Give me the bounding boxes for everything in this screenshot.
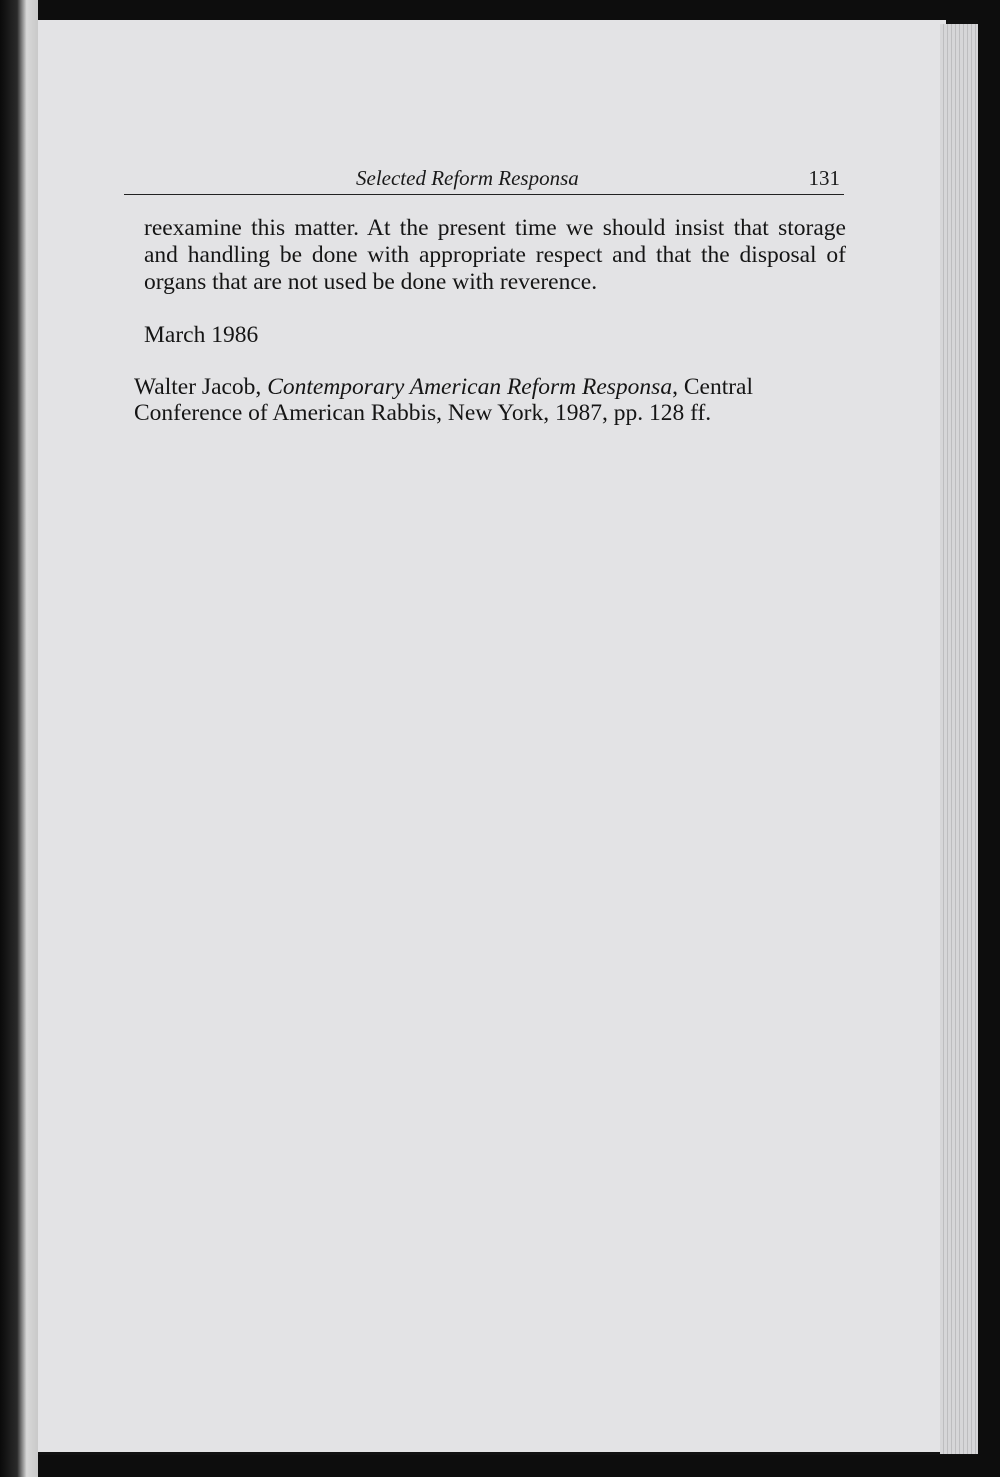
date-line: March 1986 [144, 322, 259, 348]
scan-right-border [978, 0, 1000, 1477]
running-head-title: Selected Reform Responsa [356, 166, 579, 190]
page-number: 131 [808, 166, 840, 190]
body-paragraph: reexamine this matter. At the present time we should insist that storage and handling be done with appropriate respect and that the disposal of organs that are not used be done with reverence. [144, 215, 846, 295]
running-head [124, 166, 844, 195]
page-edges [940, 24, 980, 1454]
scan-top-border [0, 0, 1000, 20]
book-spine-edge [0, 0, 38, 1477]
citation-author: Walter Jacob, [134, 374, 268, 400]
citation-book-title: Contemporary American Reform Responsa [267, 374, 673, 400]
scan-bottom-border [0, 1455, 1000, 1477]
citation-publisher: , Central Conference of American Rabbis, New York, 1987, pp. 128 ff. [134, 374, 754, 426]
citation [134, 374, 846, 426]
